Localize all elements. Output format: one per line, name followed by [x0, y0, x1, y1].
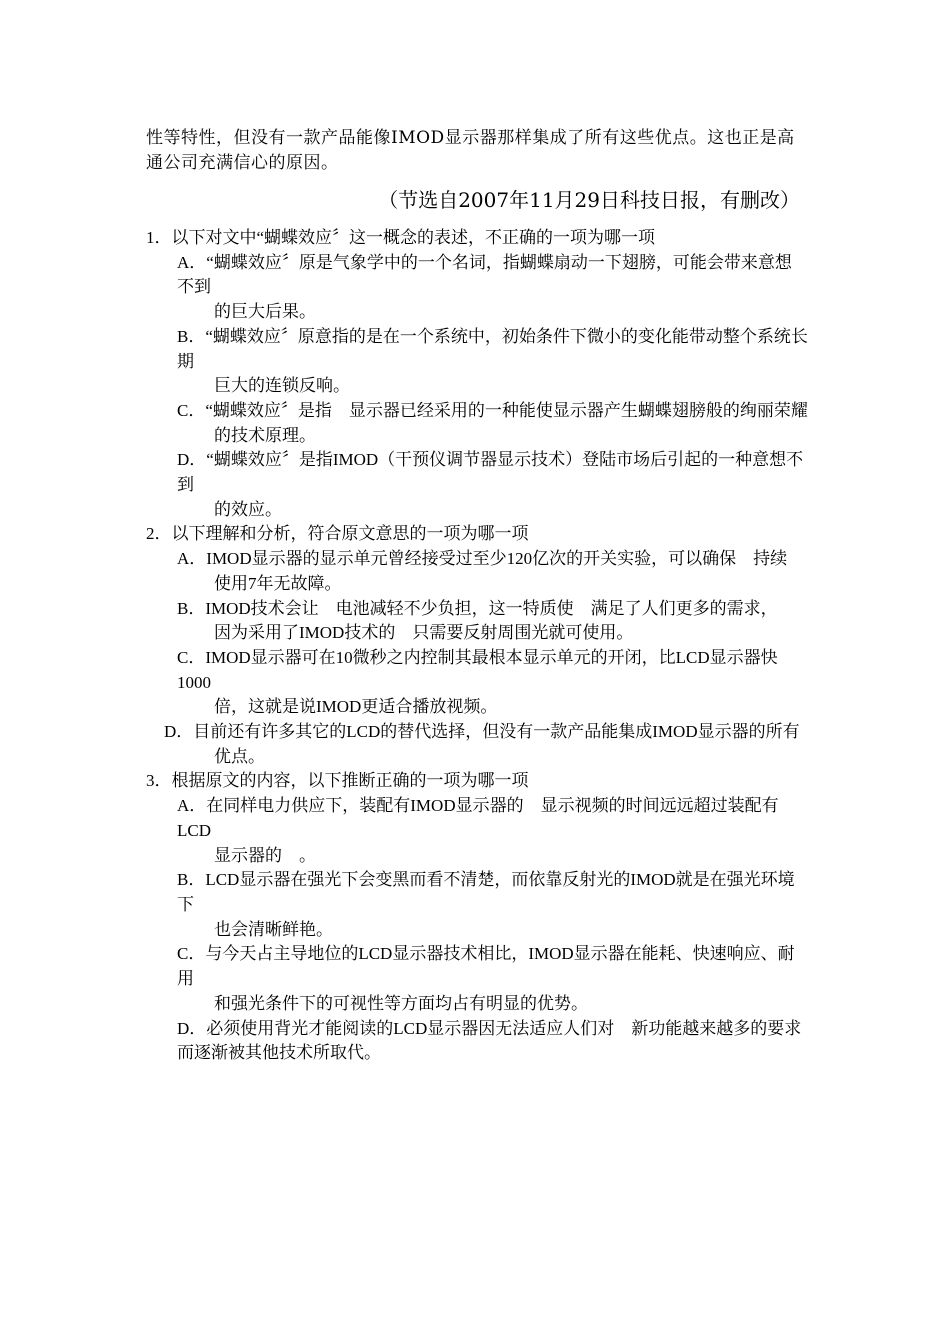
option-text-continued: 显示器的 。	[214, 845, 316, 865]
question-list	[146, 226, 808, 1066]
option-text-continued: 的效应。	[214, 499, 282, 519]
question-3-option-b	[146, 868, 808, 942]
option-text-continued: 倍，这就是说IMOD更适合播放视频。	[214, 697, 498, 717]
question-1-option-b	[146, 325, 808, 399]
option-text-continued: 巨大的连锁反响。	[214, 376, 350, 396]
option-text-continued: 优点。	[214, 746, 265, 766]
option-text-continued: 的巨大后果。	[214, 302, 316, 322]
intro-paragraph: 性等特性，但没有一款产品能像IMOD显示器那样集成了所有这些优点。这也正是高通公司充满信心的原因。	[146, 128, 795, 173]
question-2-stem: 2．以下理解和分析，符合原文意思的一项为哪一项	[146, 524, 529, 544]
option-text: C．IMOD显示器可在10微秒之内控制其最根本显示单元的开闭，比LCD显示器快1000	[177, 647, 778, 692]
question-1-option-d	[146, 448, 808, 522]
option-text: C．与今天占主导地位的LCD显示器技术相比，IMOD显示器在能耗、快速响应、耐用	[177, 944, 795, 989]
option-text: D．必须使用背光才能阅读的LCD显示器因无法适应人们对 新功能越来越多的要求而逐渐被其他技术所取代。	[177, 1018, 802, 1063]
option-text: D．“蝴蝶效应〞是指IMOD（干预仪调节器显示技术）登陆市场后引起的一种意想不到	[177, 450, 804, 495]
question-3-option-a	[146, 794, 808, 868]
option-text-continued: 也会清晰鲜艳。	[214, 919, 333, 939]
source-citation: （节选自2007年11月29日科技日报，有删改）	[378, 188, 800, 212]
question-1-stem: 1．以下对文中“蝴蝶效应〞这一概念的表述，不正确的一项为哪一项	[146, 228, 656, 247]
question-1-option-c	[146, 399, 808, 448]
option-text: D．目前还有许多其它的LCD的替代选择，但没有一款产品能集成IMOD显示器的所有	[164, 722, 800, 742]
option-text-continued: 使用7年无故障。	[214, 573, 342, 593]
question-2-option-a	[146, 547, 808, 596]
question-2-option-d	[146, 720, 808, 769]
question-2-option-c	[146, 646, 808, 720]
question-3-stem: 3．根据原文的内容，以下推断正确的一项为哪一项	[146, 771, 529, 791]
question-1-option-a	[146, 251, 808, 325]
question-2-option-b	[146, 597, 808, 646]
option-text-continued: 的技术原理。	[214, 425, 316, 445]
option-text: B．LCD显示器在强光下会变黑而看不清楚，而依靠反射光的IMOD就是在强光环境下	[177, 870, 795, 914]
option-text: B．“蝴蝶效应〞原意指的是在一个系统中，初始条件下微小的变化能带动整个系统长期	[177, 326, 808, 371]
option-text: A．在同样电力供应下，装配有IMOD显示器的 显示视频的时间远远超过装配有LCD	[177, 796, 779, 840]
question-3-option-d	[146, 1017, 808, 1066]
option-text: B．IMOD技术会让 电池减轻不少负担，这一特质使 满足了人们更多的需求，	[177, 598, 778, 618]
option-text-continued: 和强光条件下的可视性等方面均占有明显的优势。	[214, 993, 588, 1013]
option-text: A．IMOD显示器的显示单元曾经接受过至少120亿次的开关实验，可以确保 持续	[177, 549, 788, 569]
option-text: A．“蝴蝶效应〞原是气象学中的一个名词，指蝴蝶扇动一下翅膀，可能会带来意想不到	[177, 252, 792, 297]
question-3-option-c	[146, 942, 808, 1016]
option-text-continued: 因为采用了IMOD技术的 只需要反射周围光就可使用。	[214, 623, 634, 643]
option-text: C．“蝴蝶效应〞是指 显示器已经采用的一种能使显示器产生蝴蝶翅膀般的绚丽荣耀	[177, 400, 808, 420]
